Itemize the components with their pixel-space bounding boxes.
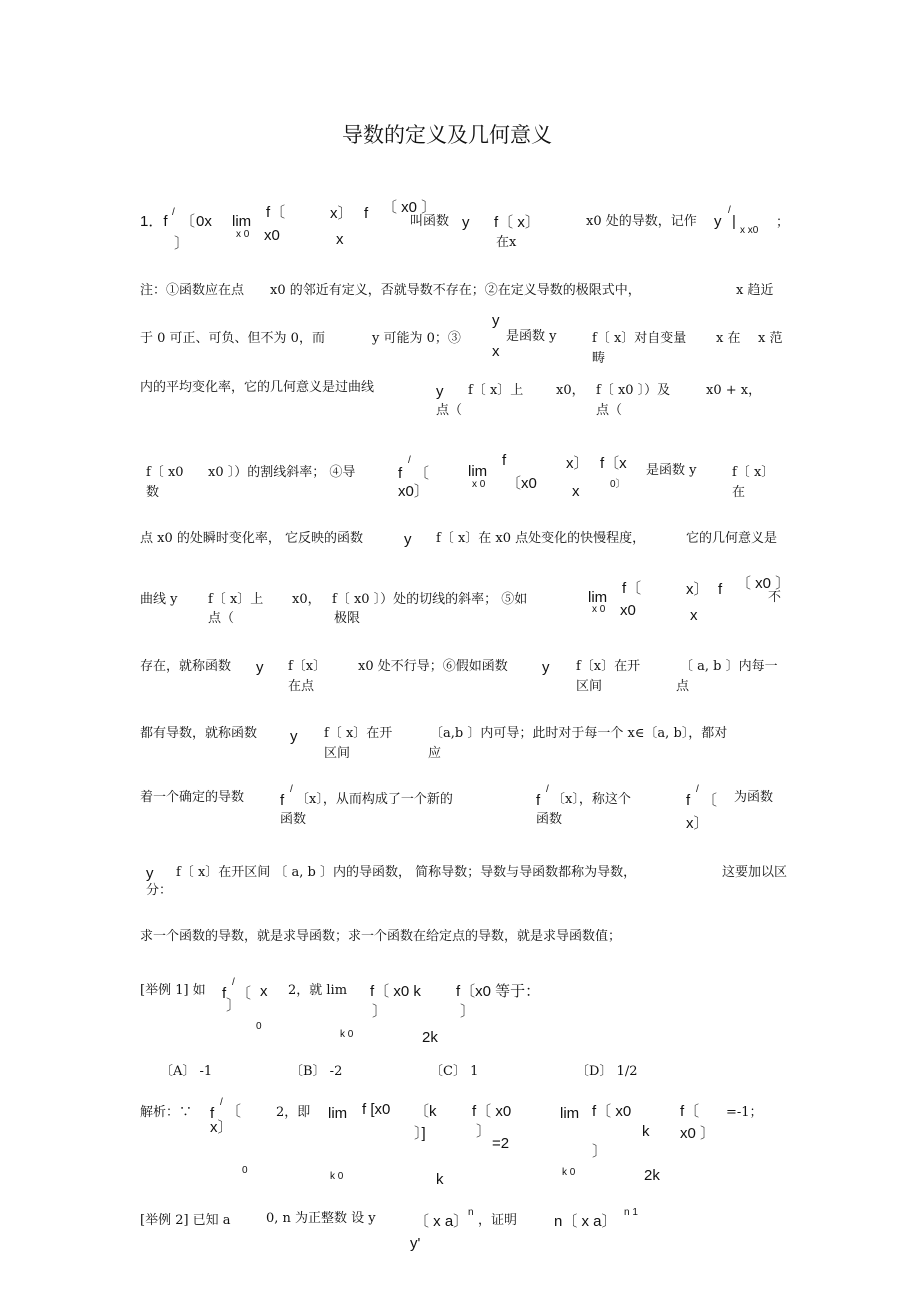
note-l2-b: y 可能为 0；③ <box>372 331 461 346</box>
def-y: y <box>462 214 470 231</box>
note-l6-a: 曲线 y <box>140 592 178 607</box>
note-l3-b: y <box>436 383 444 400</box>
page-title: 导数的定义及几何意义 <box>342 123 552 147</box>
note-l9-c: 〔x〕，从而构成了一个新的 <box>296 792 453 807</box>
ex2-yp: y' <box>410 1235 421 1252</box>
note-l2-g: 畴 <box>592 351 606 366</box>
note-l6-h: f <box>718 581 723 598</box>
sol-k2: k <box>642 1123 650 1140</box>
note-l4-n: x <box>572 483 580 500</box>
def-at-x: 在x <box>496 235 517 250</box>
def-bar: | <box>732 213 736 230</box>
sol-open: 〔 <box>226 1103 242 1120</box>
note-l6-i: 〔 x0 〕 <box>736 575 791 592</box>
note-l4-q: x 0 <box>472 479 486 490</box>
def-called: 叫函数 <box>410 214 450 229</box>
note-l7-d: x0 处不行导；⑥假如函数 <box>358 659 508 674</box>
note-l6-j: 不 <box>768 590 782 605</box>
note-l9-b: f <box>280 792 285 809</box>
sol-br3: 〕 <box>592 1143 608 1160</box>
sol-sub0: 0 <box>242 1165 248 1176</box>
ex1-den: 2k <box>422 1029 438 1046</box>
sol-two: 2，即 <box>276 1105 311 1120</box>
note-l4-f: f <box>502 452 507 469</box>
sol-den-2k: 2k <box>644 1167 660 1184</box>
note-l7-i: 区间 <box>576 679 603 694</box>
ex1-close: 〕 <box>226 997 242 1014</box>
sol-f: f <box>210 1105 215 1122</box>
ex2-e: n 1 <box>624 1207 638 1218</box>
note-l5-a: 点 x0 的处瞬时变化率， 它反映的函数 <box>140 531 363 546</box>
note-l9-h: 为函数 <box>734 790 774 805</box>
note-l3-h: 点（ <box>596 403 623 418</box>
def-x-a: x〕 <box>330 205 353 222</box>
def-lim: lim <box>232 213 252 230</box>
note-l3-a: 内的平均变化率，它的几何意义是过曲线 <box>140 380 375 395</box>
sol-den-k: k <box>436 1171 444 1188</box>
choice-b: 〔B〕 -2 <box>290 1064 343 1079</box>
note-l3-d: x0， <box>556 383 585 398</box>
note-l4-o: 0〕 <box>610 479 626 490</box>
note-l3-c: f〔 x〕上 <box>468 383 524 398</box>
note-l4-p: 在 <box>732 485 746 500</box>
note-l3-g: 点（ <box>436 403 463 418</box>
def-yprime: y <box>714 213 722 230</box>
choice-a: 〔A〕 -1 <box>160 1064 213 1079</box>
note-l4-prime: / <box>408 455 411 466</box>
sol-k1: 〔k <box>414 1103 437 1120</box>
sol-lim2: lim <box>560 1105 580 1122</box>
note-l3-f: x0 + x， <box>706 383 762 398</box>
note-l4-j: f〔 x〕 <box>732 465 775 480</box>
sol-f4: f〔 <box>680 1103 700 1120</box>
note-l4-k: 数 <box>146 485 160 500</box>
ex2-d: n〔 x a〕 <box>554 1213 617 1230</box>
ex2-n: n <box>468 1207 474 1218</box>
choice-c: 〔C〕 1 <box>430 1064 479 1079</box>
def-x0b: x0 <box>264 227 280 244</box>
note-l4-d: 〔 <box>414 465 430 482</box>
note-l2-a: 于 0 可正、可负、但不为 0，而 <box>140 331 325 346</box>
ex1-two: 2，就 lim <box>288 983 348 998</box>
note-l10-d: 分： <box>146 883 173 898</box>
note-l11: 求一个函数的导数，就是求导函数；求一个函数在给定点的导数，就是求导函数值； <box>140 929 622 944</box>
sol-x: x〕 <box>210 1119 233 1136</box>
ex2-a: 0, n 为正整数 设 y <box>266 1211 376 1226</box>
note-l7-a: 存在，就称函数 <box>140 659 232 674</box>
note-l2-f: x 范 <box>758 331 783 346</box>
def-notation-sub: x x0 <box>740 225 759 236</box>
note-l4-e: lim <box>468 463 488 480</box>
note-l9-k: x〕 <box>686 815 709 832</box>
note-l9-g: 〔 <box>702 792 718 809</box>
note-l9-prime-3: / <box>696 784 699 795</box>
sol-subk1: k 0 <box>330 1171 344 1182</box>
ex1-open: 〔 <box>236 985 252 1002</box>
note-l7-h: 在点 <box>288 679 315 694</box>
ex1-x: x <box>260 983 268 1000</box>
note-l10-c: 这要加以区 <box>722 865 788 880</box>
note-l4-b: x0 〕）的割线斜率； ④导 <box>208 465 356 480</box>
sol-br1: 〕] <box>414 1125 426 1142</box>
def-number: 1．f <box>140 213 168 230</box>
note-l9-prime-1: / <box>290 784 293 795</box>
note-l4-a: f〔 x0 <box>146 465 184 480</box>
ex1-sub0: 0 <box>256 1021 262 1032</box>
ex2-b: 〔 x a〕 <box>414 1213 469 1230</box>
note-l9-j: 函数 <box>536 812 563 827</box>
def-prime: / <box>172 207 175 218</box>
note-l6-e: lim <box>588 589 608 606</box>
note-l8-e: 区间 <box>324 746 351 761</box>
sol-label: 解析：∵ <box>140 1105 193 1120</box>
note-l5-d: 它的几何意义是 <box>686 531 778 546</box>
ex1-f3: f〔x0 等于： <box>456 983 541 1000</box>
note-l6-m: x 0 <box>592 604 606 615</box>
note-l6-c: x0， <box>292 592 321 607</box>
note-l9-a: 着一个确定的导数 <box>140 790 245 805</box>
sol-res: =-1； <box>726 1105 763 1120</box>
note-l6-k: 点（ <box>208 611 235 626</box>
def-yprime-mark: / <box>728 205 731 216</box>
note-l4-m: 〔x0 <box>506 475 537 492</box>
note-l10-a: y <box>146 865 154 882</box>
note-l4-h: f〔x <box>600 455 627 472</box>
note-l1-a: 注：①函数应在点 <box>140 283 245 298</box>
note-l7-g: 〔 a, b 〕内每一 <box>680 659 778 674</box>
note-l6-b: f〔 x〕上 <box>208 592 264 607</box>
sol-br2: 〕 <box>476 1123 492 1140</box>
note-l2-frac-bot: x <box>492 343 500 360</box>
note-l2-frac-top: y <box>492 312 500 329</box>
def-semicolon: ； <box>776 215 790 230</box>
ex1-subk: k 0 <box>340 1029 354 1040</box>
sol-eq2: =2 <box>492 1135 510 1152</box>
ex1-f: f <box>222 985 227 1002</box>
note-l10-b: f〔 x〕在开区间 〔 a, b 〕内的导函数， 简称导数；导数与导函数都称为导数， <box>176 865 637 880</box>
note-l6-f: f〔 <box>622 580 642 597</box>
note-l4-l: x0〕 <box>398 483 429 500</box>
ex1-br2: 〕 <box>460 1003 476 1020</box>
note-l4-i: 是函数 y <box>646 463 697 478</box>
note-l4-c: f <box>398 465 403 482</box>
note-l6-d: f〔 x0 〕）处的切线的斜率； ⑤如 <box>332 592 528 607</box>
note-l5-b: y <box>404 531 412 548</box>
note-l8-d: 〔a,b 〕内可导；此时对于每一个 x∈〔a, b〕，都对 <box>430 726 728 741</box>
note-l9-prime-2: / <box>546 784 549 795</box>
ex1-prime: / <box>232 977 235 988</box>
note-l9-f: f <box>686 792 691 809</box>
def-open: 〔 <box>180 213 196 230</box>
note-l7-b: y <box>256 659 264 676</box>
note-l2-e: x 在 <box>716 331 741 346</box>
note-l4-g: x〕 <box>566 455 589 472</box>
note-l6-o: x <box>690 607 698 624</box>
sol-f2: f〔 x0 <box>472 1103 512 1120</box>
sol-x0: x0 〕 <box>680 1125 716 1142</box>
note-l9-e: 〔x〕，称这个 <box>552 792 631 807</box>
note-l8-b: y <box>290 728 298 745</box>
def-f1: f〔 <box>266 204 286 221</box>
note-l6-n: x0 <box>620 602 636 619</box>
def-x0: 0x <box>196 213 212 230</box>
note-l7-c: f〔x〕 <box>288 659 327 674</box>
def-close: 〕 <box>174 235 190 252</box>
ex2-c: ，证明 <box>478 1213 518 1228</box>
sol-prime: / <box>220 1097 223 1108</box>
note-l5-c: f〔 x〕在 x0 点处变化的快慢程度， <box>436 531 646 546</box>
note-l7-f: f〔x〕在开 <box>576 659 641 674</box>
note-l9-d: f <box>536 792 541 809</box>
note-l8-f: 应 <box>428 746 442 761</box>
note-l8-a: 都有导数，就称函数 <box>140 726 258 741</box>
ex1-br1: 〕 <box>372 1003 388 1020</box>
ex1-f2: f〔 x0 k <box>370 983 421 1000</box>
def-deriv-text: x0 处的导数，记作 <box>586 214 697 229</box>
def-paren-x0: 〔 x0 〕 <box>382 199 437 216</box>
sol-subk2: k 0 <box>562 1167 576 1178</box>
sol-f1: f [x0 <box>362 1101 391 1118</box>
sol-f3: f〔 x0 <box>592 1103 632 1120</box>
def-fx: f〔 x〕 <box>494 214 540 231</box>
note-l8-c: f〔 x〕在开 <box>324 726 393 741</box>
ex1-label: [举例 1] 如 <box>140 983 206 998</box>
note-l6-l: 极限 <box>334 611 361 626</box>
def-x-b: x <box>336 231 344 248</box>
ex2-label: [举例 2] 已知 a <box>140 1213 231 1228</box>
note-l2-c: 是函数 y <box>506 329 557 344</box>
note-l7-j: 点 <box>676 679 690 694</box>
note-l1-b: x0 的邻近有定义，否就导数不存在；②在定义导数的极限式中， <box>270 283 641 298</box>
note-l7-e: y <box>542 659 550 676</box>
note-l6-g: x〕 <box>686 581 709 598</box>
sol-lim: lim <box>328 1105 348 1122</box>
def-lim-sub: x 0 <box>236 229 250 240</box>
note-l1-c: x 趋近 <box>736 283 774 298</box>
choice-d: 〔D〕 1/2 <box>576 1064 638 1079</box>
note-l2-d: f〔 x〕对自变量 <box>592 331 687 346</box>
note-l9-i: 函数 <box>280 812 307 827</box>
def-f2: f <box>364 205 369 222</box>
note-l3-e: f〔 x0 〕）及 <box>596 383 671 398</box>
